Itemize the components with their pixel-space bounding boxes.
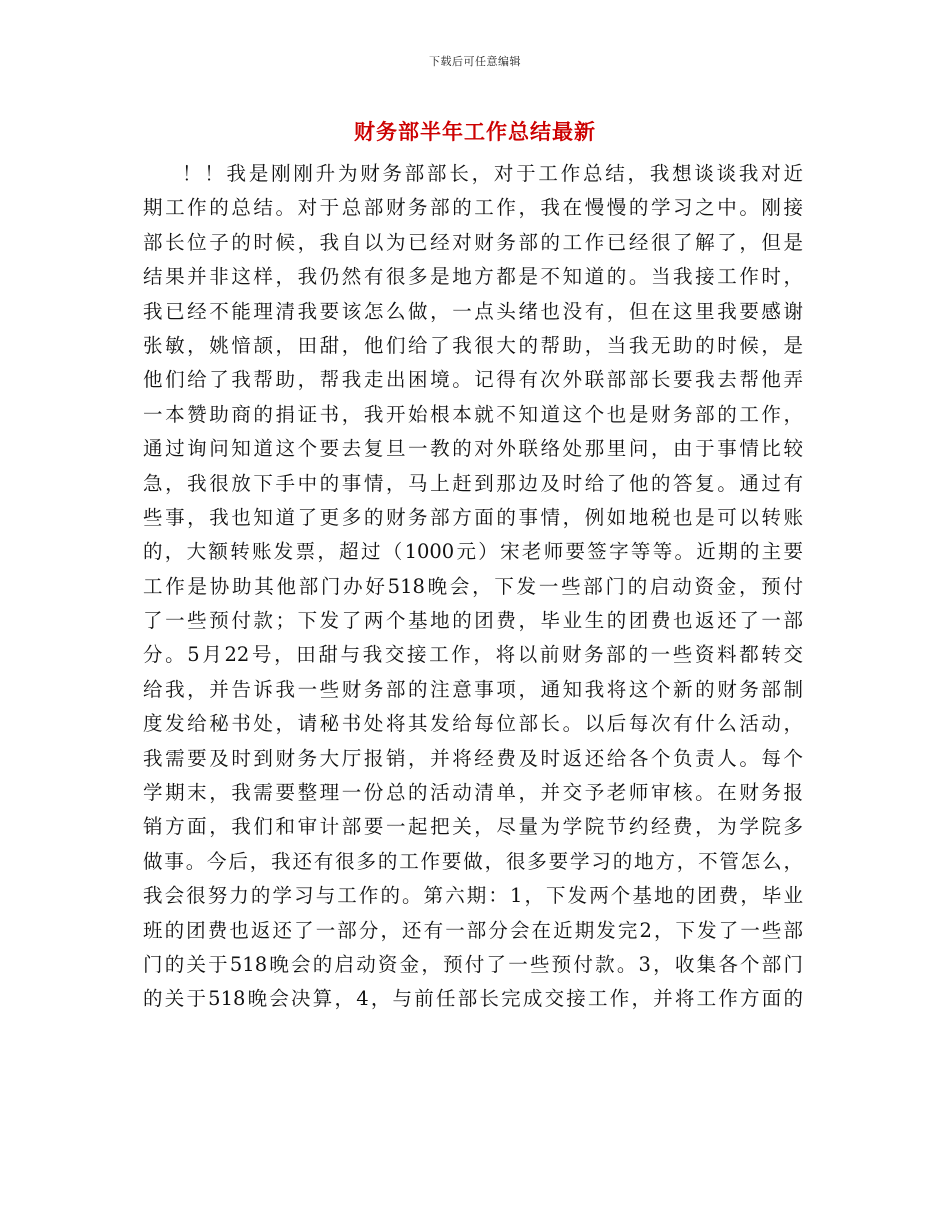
body-line: 我需要及时到财务大厅报销，并将经费及时返还给各个负责人。每个 bbox=[143, 746, 803, 770]
body-line: 的，大额转账发票，超过（1000元）宋老师要签字等等。近期的主要 bbox=[143, 540, 803, 564]
body-line: 了一些预付款；下发了两个基地的团费，毕业生的团费也返还了一部 bbox=[143, 609, 803, 633]
body-line: 急，我很放下手中的事情，马上赶到那边及时给了他的答复。通过有 bbox=[143, 471, 803, 495]
body-line: 他们给了我帮助，帮我走出困境。记得有次外联部部长要我去帮他弄 bbox=[143, 368, 803, 392]
body-line: 销方面，我们和审计部要一起把关，尽量为学院节约经费，为学院多 bbox=[143, 815, 803, 839]
body-line: 学期末，我需要整理一份总的活动清单，并交予老师审核。在财务报 bbox=[143, 781, 803, 805]
body-line: 的关于518晚会决算，4，与前任部长完成交接工作，并将工作方面的 bbox=[143, 987, 803, 1011]
body-line: 门的关于518晚会的启动资金，预付了一些预付款。3，收集各个部门 bbox=[143, 952, 803, 976]
body-line: 些事，我也知道了更多的财务部方面的事情，例如地税也是可以转账 bbox=[143, 505, 803, 529]
header-note: 下载后可任意编辑 bbox=[429, 55, 521, 68]
body-line: 通过询问知道这个要去复旦一教的对外联络处那里问，由于事情比较 bbox=[143, 437, 803, 461]
body-line: 期工作的总结。对于总部财务部的工作，我在慢慢的学习之中。刚接 bbox=[143, 196, 803, 220]
body-line: 结果并非这样，我仍然有很多是地方都是不知道的。当我接工作时， bbox=[143, 265, 803, 289]
body-line: 我会很努力的学习与工作的。第六期：1，下发两个基地的团费，毕业 bbox=[143, 884, 803, 908]
body-line: 一本赞助商的捐证书，我开始根本就不知道这个也是财务部的工作， bbox=[143, 402, 803, 426]
body-line: 工作是协助其他部门办好518晚会，下发一些部门的启动资金，预付 bbox=[143, 574, 803, 598]
body-line: 我已经不能理清我要该怎么做，一点头绪也没有，但在这里我要感谢 bbox=[143, 299, 803, 323]
body-line: 分。5月22号，田甜与我交接工作，将以前财务部的一些资料都转交 bbox=[143, 643, 803, 667]
body-line: 班的团费也返还了一部分，还有一部分会在近期发完2，下发了一些部 bbox=[143, 918, 803, 942]
body-line: 部长位子的时候，我自以为已经对财务部的工作已经很了解了，但是 bbox=[143, 230, 803, 254]
document-title: 财务部半年工作总结最新 bbox=[354, 119, 596, 144]
body-line: 张敏，姚愔颉，田甜，他们给了我很大的帮助，当我无助的时候，是 bbox=[143, 333, 803, 357]
body-line: 做事。今后，我还有很多的工作要做，很多要学习的地方，不管怎么， bbox=[143, 849, 803, 873]
body-line: 给我，并告诉我一些财务部的注意事项，通知我将这个新的财务部制 bbox=[143, 677, 803, 701]
body-line: 度发给秘书处，请秘书处将其发给每位部长。以后每次有什么活动， bbox=[143, 712, 803, 736]
body-line: ！！我是刚刚升为财务部部长，对于工作总结，我想谈谈我对近 bbox=[182, 162, 803, 185]
body-text bbox=[143, 157, 803, 1017]
